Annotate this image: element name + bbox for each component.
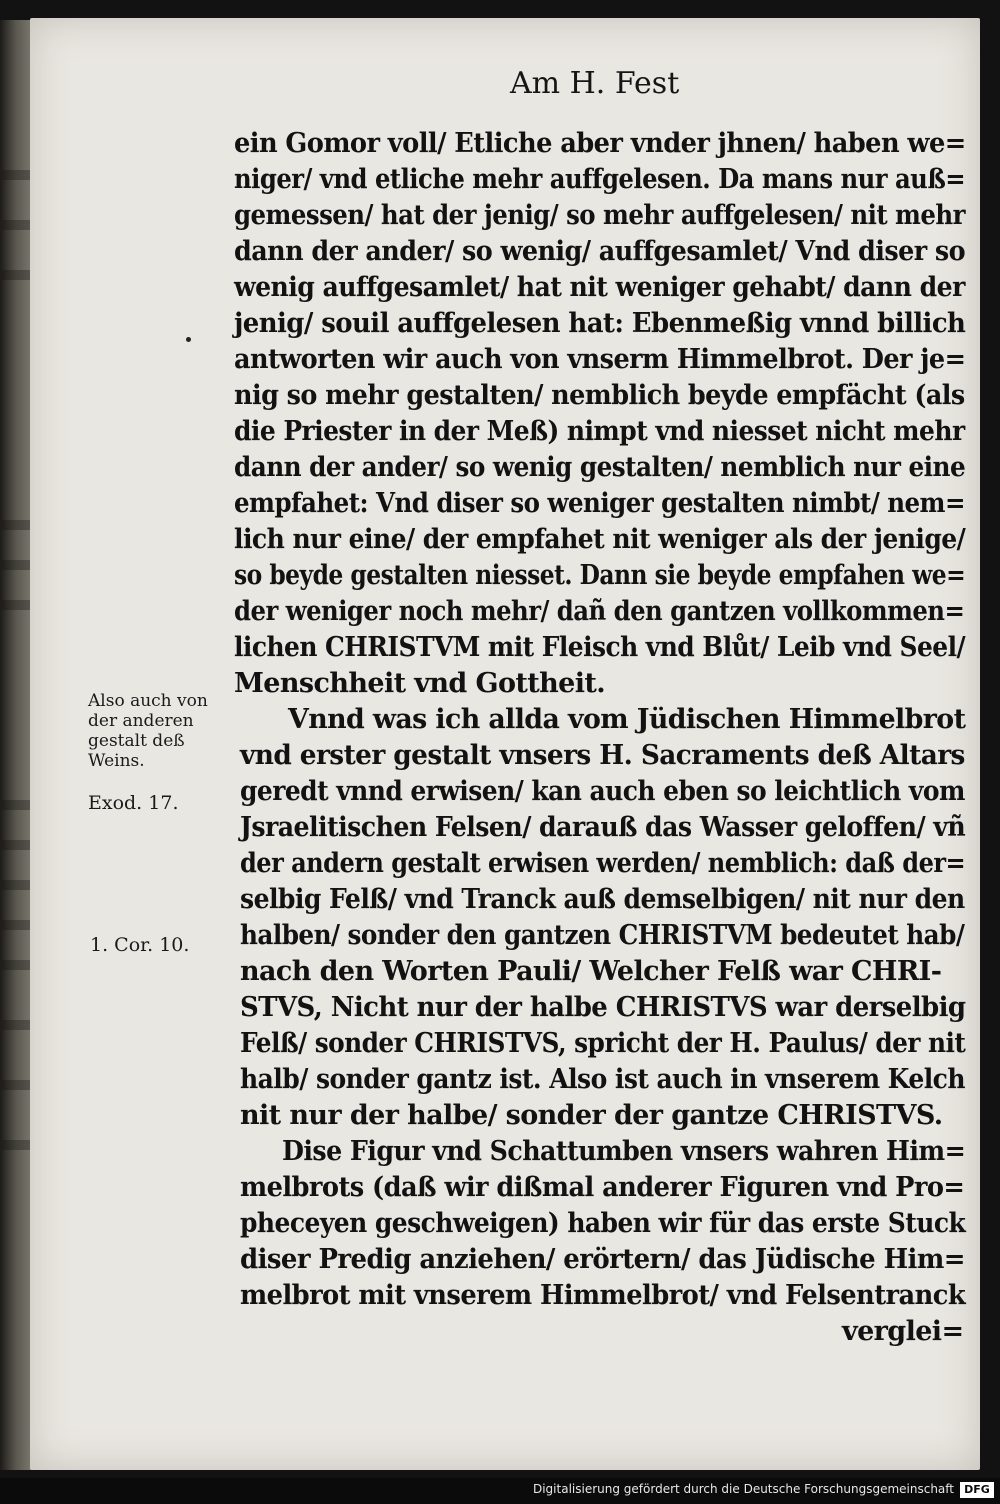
footer-credit: Digitalisierung gefördert durch die Deutsche Forschungsgemeinschaft <box>532 1482 954 1496</box>
margin-note: Weins. <box>88 751 145 771</box>
text-line: vnd erster gestalt vnsers H. Sacraments deß Altars <box>240 740 965 771</box>
text-line: empfahet: Vnd diser so weniger gestalten nimbt/ nem= <box>234 488 965 519</box>
text-line: der andern gestalt erwisen werden/ nemblich: daß der= <box>240 848 966 879</box>
text-line: pheceyen geschweigen) haben wir für das erste Stuck <box>240 1208 966 1239</box>
text-line: halb/ sonder gantz ist. Also ist auch in vnserem Kelch <box>240 1064 965 1095</box>
text-line: die Priester in der Meß) nimpt vnd niesset nicht mehr <box>234 416 965 447</box>
text-line: wenig auffgesamlet/ hat nit weniger gehabt/ dann der <box>234 272 965 303</box>
catchword: verglei= <box>842 1316 964 1347</box>
running-head: Am H. Fest <box>510 66 680 101</box>
text-line: nach den Worten Pauli/ Welcher Felß war CHRI- <box>240 956 942 987</box>
text-line: antworten wir auch von vnserm Himmelbrot. Der je= <box>234 344 966 375</box>
text-line: nit nur der halbe/ sonder der gantze CHRISTVS. <box>240 1100 943 1131</box>
footer-bar <box>0 1478 1000 1504</box>
margin-note: der anderen <box>88 711 194 731</box>
text-line: Menschheit vnd Gottheit. <box>234 668 606 699</box>
text-line: lichen CHRISTVM mit Fleisch vnd Blůt/ Leib vnd Seel/ <box>234 632 966 663</box>
text-line: halben/ sonder den gantzen CHRISTVM bedeutet hab/ <box>240 920 965 951</box>
margin-note: 1. Cor. 10. <box>90 934 190 956</box>
text-line: niger/ vnd etliche mehr auffgelesen. Da mans nur auß= <box>234 164 966 195</box>
text-line: dann der ander/ so wenig/ auffgesamlet/ Vnd diser so <box>234 236 966 267</box>
text-line: Dise Figur vnd Schattumben vnsers wahren Him= <box>282 1136 966 1167</box>
text-line: Vnnd was ich allda vom Jüdischen Himmelbrot <box>288 704 966 735</box>
text-line: geredt vnnd erwisen/ kan auch eben so leichtlich vom <box>240 776 965 807</box>
text-line: Jsraelitischen Felsen/ darauß das Wasser geloffen/ vñ <box>240 812 966 843</box>
text-line: melbrots (daß wir dißmal anderer Figuren vnd Pro= <box>240 1172 965 1203</box>
text-line: jenig/ souil auffgelesen hat: Ebenmeßig vnnd billich <box>234 308 966 339</box>
text-line: melbrot mit vnserem Himmelbrot/ vnd Felsentranck <box>240 1280 966 1311</box>
margin-note: Also auch von <box>88 691 208 711</box>
text-line: STVS, Nicht nur der halbe CHRISTVS war derselbig <box>240 992 966 1023</box>
text-line: ein Gomor voll/ Etliche aber vnder jhnen/ haben we= <box>234 128 966 159</box>
text-line: dann der ander/ so wenig gestalten/ nemblich nur eine <box>234 452 966 483</box>
dfg-logo: DFG <box>960 1482 994 1498</box>
ink-dot <box>186 337 191 342</box>
margin-note: Exod. 17. <box>88 792 179 814</box>
text-line: der weniger noch mehr/ dañ den gantzen vollkommen= <box>234 596 965 627</box>
text-line: Felß/ sonder CHRISTVS, spricht der H. Paulus/ der nit <box>240 1028 966 1059</box>
text-line: diser Predig anziehen/ erörtern/ das Jüdische Him= <box>240 1244 965 1275</box>
margin-note: gestalt deß <box>88 731 185 751</box>
text-line: selbig Felß/ vnd Tranck auß demselbigen/ nit nur den <box>240 884 965 915</box>
text-line: lich nur eine/ der empfahet nit weniger als der jenige/ <box>234 524 966 555</box>
text-line: gemessen/ hat der jenig/ so mehr auffgelesen/ nit mehr <box>234 200 965 231</box>
text-line: nig so mehr gestalten/ nemblich beyde empfächt (als <box>234 380 965 411</box>
text-line: so beyde gestalten niesset. Dann sie beyde empfahen we= <box>234 560 966 591</box>
